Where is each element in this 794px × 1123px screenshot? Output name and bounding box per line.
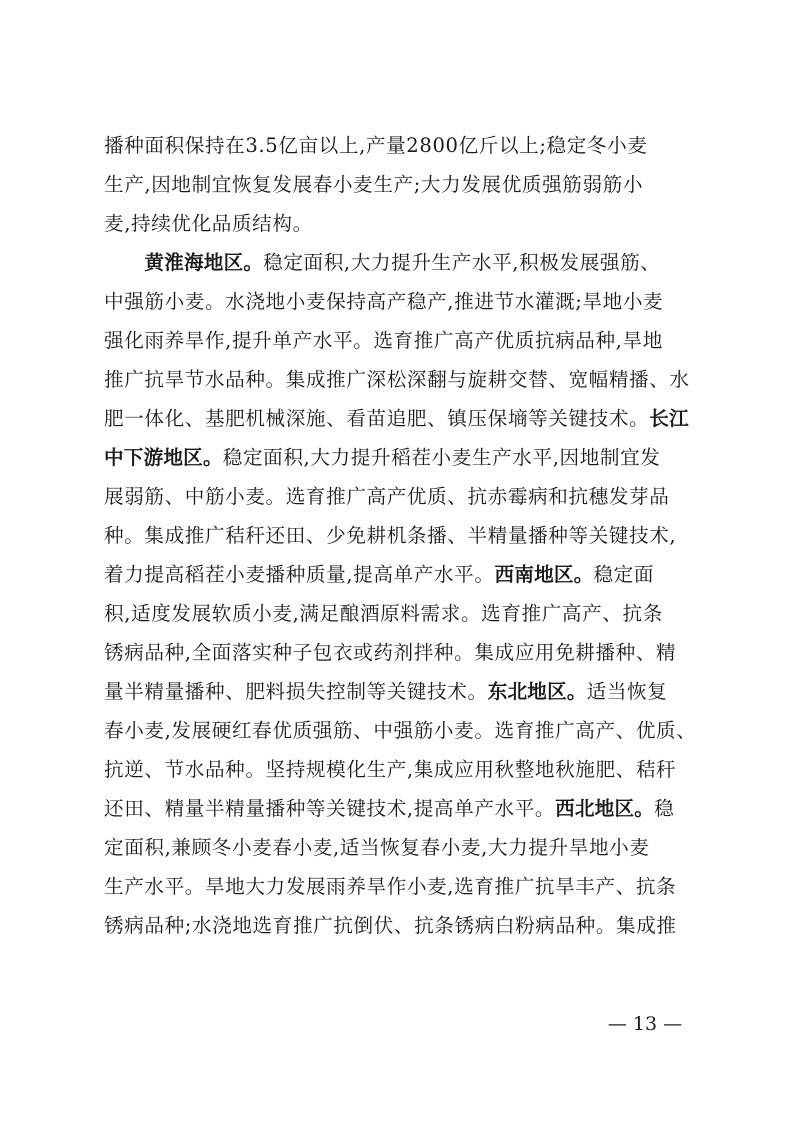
text-segment: 中强筋小麦。水浇地小麦保持高产稳产,推进节水灌溉;旱地小麦 [104,290,664,313]
text-segment: 肥一体化、基肥机械深施、看苗追肥、镇压保墒等关键技术。 [104,407,650,430]
text-segment: 适当恢复 [586,680,668,703]
text-line [104,672,696,711]
text-segment [104,251,144,274]
text-line [104,711,696,750]
text-segment: 定面积,兼顾冬小麦春小麦,适当恢复春小麦,大力提升旱地小麦 [104,836,650,859]
text-line [104,204,696,243]
text-segment: 强化雨养旱作,提升单产水平。选育推广高产优质抗病品种,旱地 [104,329,663,352]
text-segment: 稳定面积,大力提升生产水平,积极发展强筋、 [263,251,661,274]
text-line [104,516,696,555]
text-segment: 生产水平。旱地大力发展雨养旱作小麦,选育推广抗旱丰产、抗条 [104,875,677,898]
text-line [104,594,696,633]
text-segment: 推广抗旱节水品种。集成推广深松深翻与旋耕交替、宽幅精播、水 [104,368,690,391]
text-line [104,282,696,321]
text-segment: 种。集成推广秸秆还田、少免耕机条播、半精量播种等关键技术, [104,524,677,547]
region-heading: 西南地区。 [494,563,594,586]
text-line [104,789,696,828]
text-line [104,750,696,789]
text-segment: 稳定面积,大力提升稻茬小麦生产水平,因地制宜发 [222,446,661,469]
region-heading: 长江 [649,407,689,430]
text-line [104,438,696,477]
text-segment: 稳定面 [593,563,655,586]
text-line [104,477,696,516]
body-text [104,126,696,945]
text-line [104,399,696,438]
text-line [104,243,696,282]
text-line [104,165,696,204]
text-segment: 锈病品种,全面落实种子包衣或药剂拌种。集成应用免耕播种、精 [104,641,677,664]
text-segment: 还田、精量半精量播种等关键技术,提高单产水平。 [104,797,556,820]
text-line [104,867,696,906]
text-segment: 生产,因地制宜恢复发展春小麦生产;大力发展优质强筋弱筋小 [104,173,644,196]
region-heading: 中下游地区。 [104,446,223,469]
region-heading: 西北地区。 [555,797,655,820]
text-segment: 春小麦,发展硬红春优质强筋、中强筋小麦。选育推广高产、优质、 [104,719,696,742]
text-line [104,828,696,867]
text-segment: 麦,持续优化品质结构。 [104,212,313,235]
text-segment: 积,适度发展软质小麦,满足酿酒原料需求。选育推广高产、抗条 [104,602,663,625]
text-line [104,633,696,672]
page-number: — 13 — [607,1013,683,1035]
text-segment: 抗逆、节水品种。坚持规模化生产,集成应用秋整地秋施肥、秸秆 [104,758,677,781]
text-segment: 展弱筋、中筋小麦。选育推广高产优质、抗赤霉病和抗穗发芽品 [104,485,670,508]
text-segment: 稳 [654,797,675,820]
region-heading: 东北地区。 [487,680,587,703]
text-segment: 着力提高稻茬小麦播种质量,提高单产水平。 [104,563,495,586]
text-line [104,321,696,360]
text-line [104,126,696,165]
text-line [104,906,696,945]
text-line [104,360,696,399]
text-line [104,555,696,594]
text-segment: 播种面积保持在3.5亿亩以上,产量2800亿斤以上;稳定冬小麦 [104,134,648,157]
region-heading: 黄淮海地区。 [144,251,264,274]
text-segment: 量半精量播种、肥料损失控制等关键技术。 [104,680,488,703]
text-segment: 锈病品种;水浇地选育推广抗倒伏、抗条锈病白粉病品种。集成推 [104,914,677,937]
